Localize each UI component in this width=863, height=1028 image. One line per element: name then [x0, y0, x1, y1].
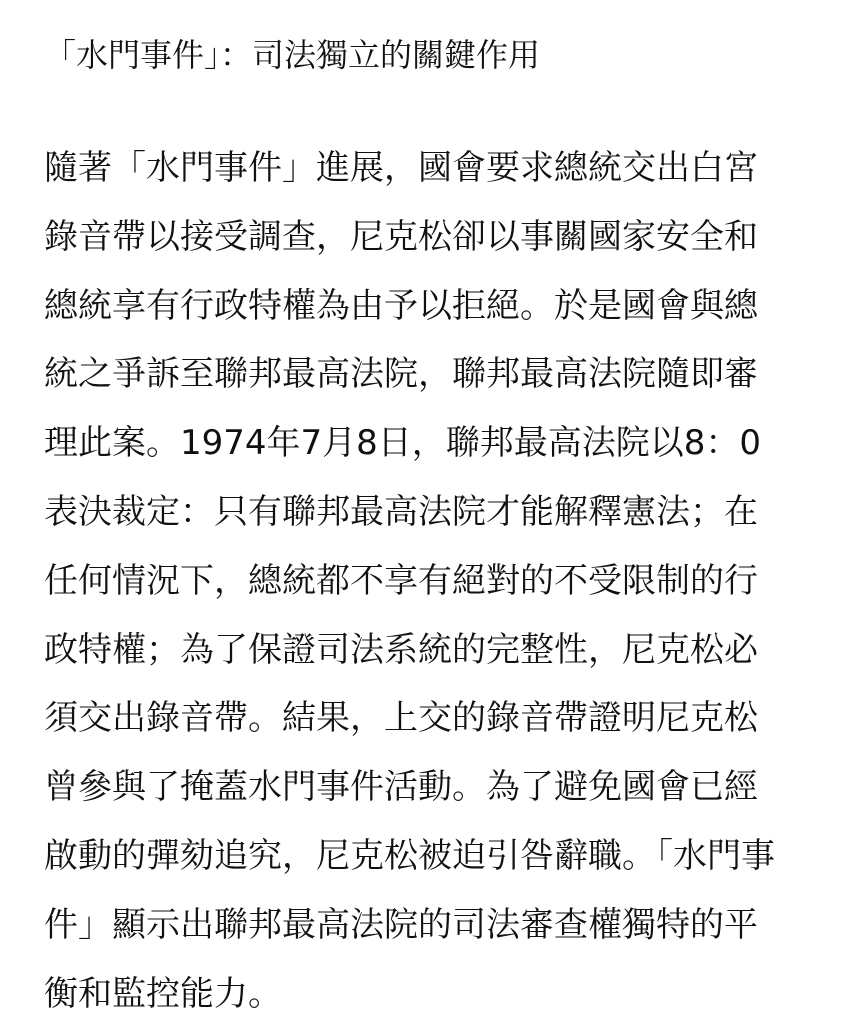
paragraph-line: 統之爭訴至聯邦最高法院，聯邦最高法院隨即審: [44, 354, 758, 395]
paragraph-line: 件」顯示出聯邦最高法院的司法審查權獨特的平: [44, 904, 758, 945]
paragraph-line: 錄音帶以接受調查，尼克松卻以事關國家安全和: [44, 216, 758, 257]
article-title: 「水門事件」：司法獨立的關鍵作用: [44, 36, 541, 74]
paragraph-line: 啟動的彈劾追究，尼克松被迫引咎辭職。「水門事: [44, 835, 775, 876]
paragraph-line: 須交出錄音帶。結果，上交的錄音帶證明尼克松: [44, 698, 758, 739]
paragraph-line: 隨著「水門事件」進展，國會要求總統交出白宮: [44, 148, 758, 188]
paragraph-line: 理此案。1974年7月8日，聯邦最高法院以8：0: [44, 423, 762, 464]
paragraph-line: 任何情況下，總統都不享有絕對的不受限制的行: [44, 560, 758, 601]
paragraph-line: 表決裁定：只有聯邦最高法院才能解釋憲法；在: [44, 491, 758, 532]
paragraph-line: 曾參與了掩蓋水門事件活動。為了避免國會已經: [44, 767, 758, 808]
paragraph-line: 政特權；為了保證司法系統的完整性，尼克松必: [44, 629, 758, 670]
paragraph-line: 衡和監控能力。: [44, 973, 282, 1014]
article-paragraph: [44, 134, 834, 1028]
paragraph-line: 總統享有行政特權為由予以拒絕。於是國會與總: [44, 285, 758, 326]
